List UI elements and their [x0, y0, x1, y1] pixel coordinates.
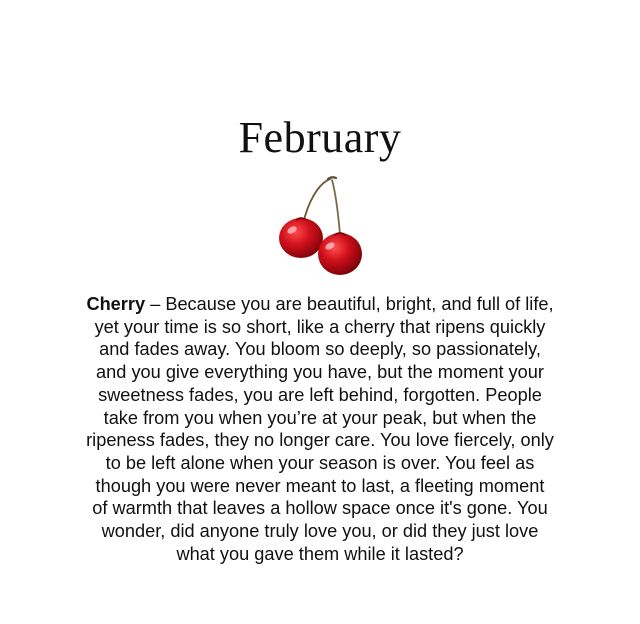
term-label: Cherry — [86, 294, 146, 314]
description-text: Because you are beautiful, bright, and full of life, yet your time is so short, like a cherry that ripens quickly and fades away. You bloom so deeply, so passionately, and you give everything you have, but the moment your sweetness fades, you are left behind, forgotten. People take from you when you’re at your peak, but when the ripeness fades, they no longer care. You love fiercely, only to be left alone when your season is over. You feel as though you were never meant to last, a fleeting moment of warmth that leaves a hollow space once it's gone. You wonder, did anyone truly love you, or did they just love what you gave them while it lasted? — [86, 294, 554, 564]
cherry-description — [86, 293, 554, 565]
cherry-icon — [268, 172, 368, 282]
term-dash: – — [145, 294, 166, 314]
month-title: February — [238, 113, 402, 162]
